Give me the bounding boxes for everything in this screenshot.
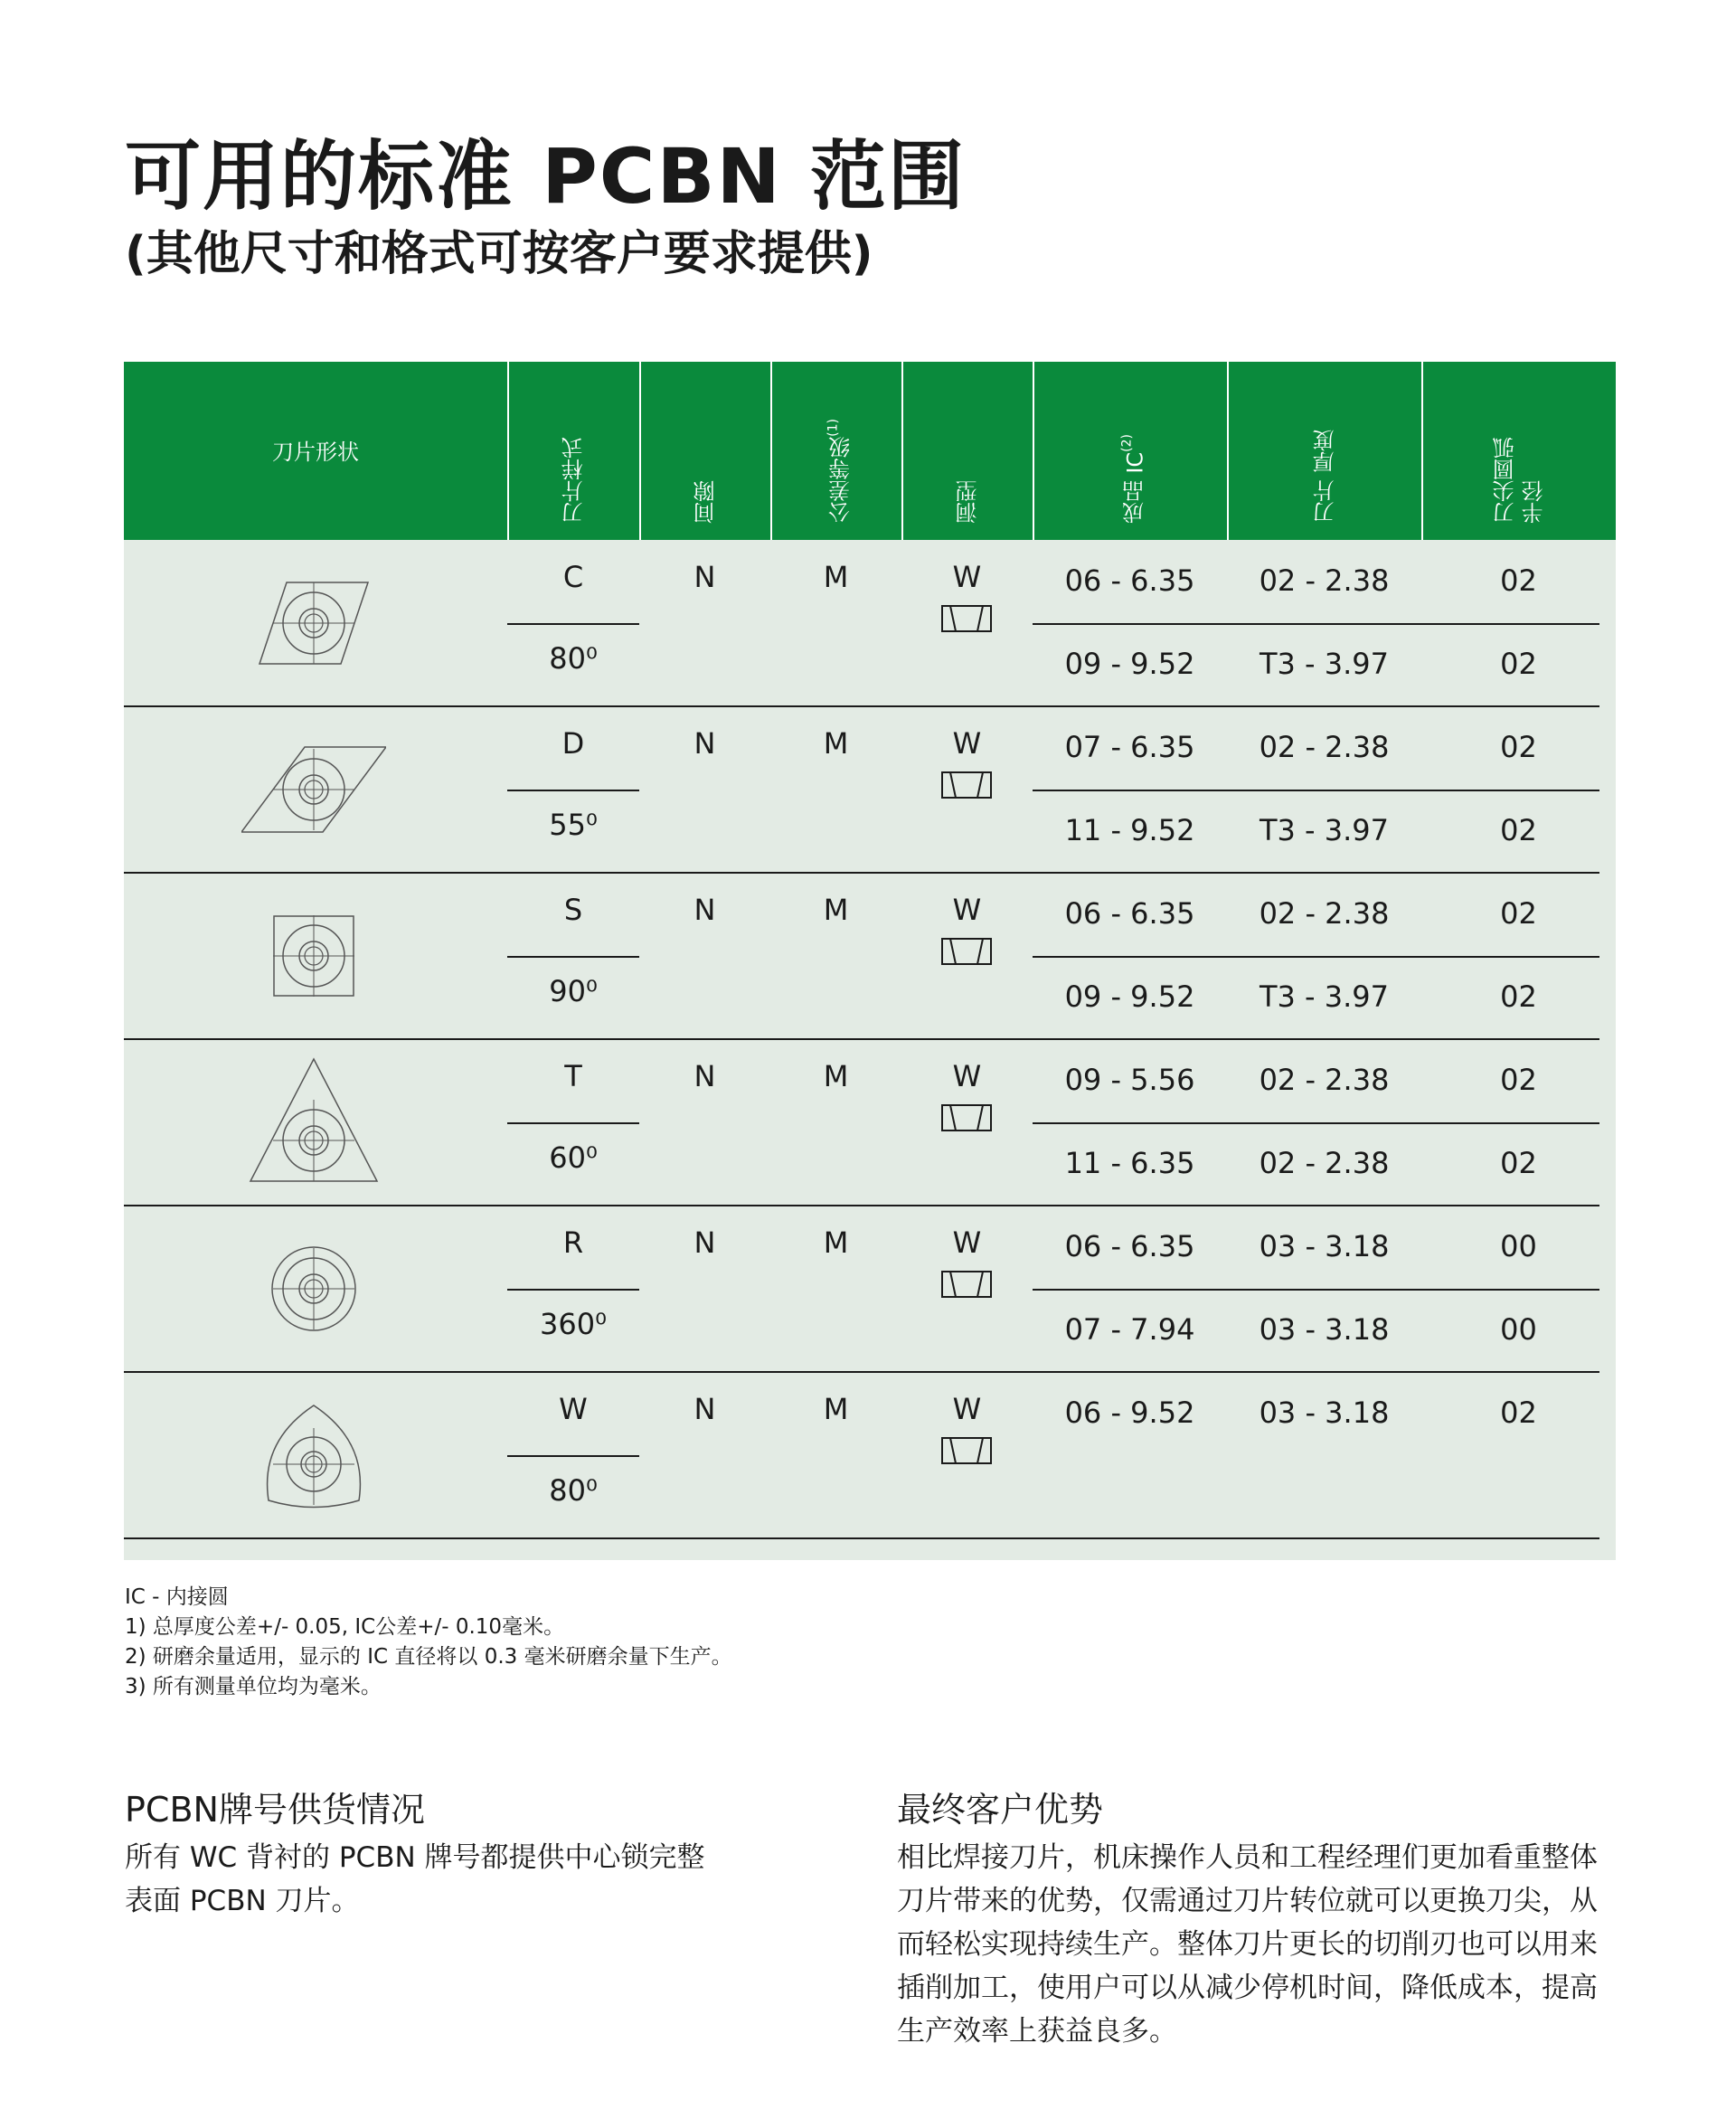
style-divider — [507, 790, 639, 791]
insert-style-letter: T — [564, 1059, 582, 1093]
note-1: 1) 总厚度公差+/- 0.05, IC公差+/- 0.10毫米。 — [125, 1615, 565, 1639]
thickness-value-1: 02 - 2.38 — [1259, 563, 1390, 598]
table-row — [124, 873, 1616, 1039]
clearance-value: N — [693, 1225, 716, 1260]
thickness-value-1: 02 - 2.38 — [1259, 730, 1390, 764]
hole-type-value: W — [952, 560, 982, 594]
pcbn-range-table — [124, 362, 1616, 1560]
ic-value-2: 09 - 9.52 — [1064, 979, 1195, 1014]
insert-angle: 80⁰ — [549, 641, 598, 676]
radius-value-2: 00 — [1500, 1312, 1537, 1347]
note-ic: IC - 内接圆 — [125, 1585, 229, 1609]
hole-type-icon — [941, 1271, 992, 1298]
55-degree-diamond-insert-icon — [241, 722, 386, 857]
hole-type-value: W — [952, 1059, 982, 1093]
header-style: 刀片样式 — [507, 362, 639, 540]
clearance-value: N — [693, 560, 716, 594]
round-insert-icon — [241, 1221, 386, 1357]
insert-angle: 60⁰ — [549, 1140, 598, 1175]
radius-value-1: 02 — [1500, 1063, 1537, 1097]
clearance-value: N — [693, 726, 716, 761]
ic-value-1: 06 - 6.35 — [1064, 896, 1195, 931]
hole-type-icon — [941, 938, 992, 965]
table-header — [124, 362, 1616, 540]
ic-value-1: 07 - 6.35 — [1064, 730, 1195, 764]
page-subtitle: (其他尺寸和格式可按客户要求提供) — [125, 227, 873, 281]
insert-style-letter: W — [559, 1392, 588, 1426]
radius-value-1: 02 — [1500, 1395, 1537, 1430]
ic-value-2: 09 - 9.52 — [1064, 647, 1195, 681]
clearance-value: N — [693, 893, 716, 927]
table-row — [124, 540, 1616, 706]
insert-style-letter: C — [562, 560, 584, 594]
thickness-value-2: T3 - 3.97 — [1259, 979, 1390, 1014]
hole-type-icon — [941, 1437, 992, 1464]
header-ic: 成品 IC$^{(2)}$ — [1033, 362, 1227, 540]
clearance-value: N — [693, 1392, 716, 1426]
80-degree-diamond-insert-icon — [241, 555, 386, 691]
tolerance-value: M — [823, 1225, 849, 1260]
section-right-body: 相比焊接刀片，机床操作人员和工程经理们更加看重整体 刀片带来的优势，仅需通过刀片转位就可以更换刀尖，从 而轻松实现持续生产。整体刀片更长的切削刃也可以用来 插削加工，使用户可以从减少停机时间，降低成本，提高 生产效率上获益良多。 — [897, 1841, 1598, 2048]
thickness-value-2: T3 - 3.97 — [1259, 813, 1390, 847]
ic-value-2: 07 - 7.94 — [1064, 1312, 1195, 1347]
section-right-title: 最终客户优势 — [897, 1790, 1104, 1830]
hole-type-icon — [941, 605, 992, 632]
radius-value-2: 02 — [1500, 979, 1537, 1014]
square-insert-icon — [241, 888, 386, 1024]
header-shape: 刀片形状 — [272, 440, 359, 465]
hole-type-icon — [941, 1104, 992, 1131]
style-divider — [507, 956, 639, 958]
ic-value-1: 06 - 9.52 — [1064, 1395, 1195, 1430]
ic-value-1: 06 - 6.35 — [1064, 563, 1195, 598]
hole-type-value: W — [952, 726, 982, 761]
style-divider — [507, 1455, 639, 1457]
radius-value-1: 02 — [1500, 896, 1537, 931]
row-divider — [124, 1537, 1599, 1539]
hole-type-value: W — [952, 893, 982, 927]
triangle-insert-icon — [241, 1055, 386, 1190]
radius-value-2: 02 — [1500, 1146, 1537, 1180]
insert-angle: 80⁰ — [549, 1473, 598, 1508]
thickness-value-2: 02 - 2.38 — [1259, 1146, 1390, 1180]
page-title: 可用的标准 PCBN 范围 — [125, 132, 967, 221]
tolerance-value: M — [823, 726, 849, 761]
thickness-value-2: 03 - 3.18 — [1259, 1312, 1390, 1347]
header-clearance: 间隙 — [639, 362, 770, 540]
ic-value-2: 11 - 9.52 — [1064, 813, 1195, 847]
size-divider — [1033, 790, 1599, 791]
note-2: 2) 研磨余量适用，显示的 IC 直径将以 0.3 毫米研磨余量下生产。 — [125, 1645, 732, 1669]
hole-type-value: W — [952, 1225, 982, 1260]
hole-type-icon — [941, 771, 992, 799]
header-radius: 刀尖圆弧 半径 — [1421, 362, 1616, 540]
table-row — [124, 1039, 1616, 1206]
section-left-title: PCBN牌号供货情况 — [125, 1790, 425, 1830]
size-divider — [1033, 623, 1599, 625]
radius-value-2: 02 — [1500, 647, 1537, 681]
size-divider — [1033, 956, 1599, 958]
insert-style-letter: D — [561, 726, 585, 761]
tolerance-value: M — [823, 560, 849, 594]
ic-value-1: 06 - 6.35 — [1064, 1229, 1195, 1263]
insert-style-letter: S — [563, 893, 583, 927]
ic-value-2: 11 - 6.35 — [1064, 1146, 1195, 1180]
thickness-value-1: 02 - 2.38 — [1259, 1063, 1390, 1097]
tolerance-value: M — [823, 893, 849, 927]
footnotes — [125, 1583, 732, 1702]
insert-style-letter: R — [562, 1225, 584, 1260]
thickness-value-1: 02 - 2.38 — [1259, 896, 1390, 931]
clearance-value: N — [693, 1059, 716, 1093]
size-divider — [1033, 1122, 1599, 1124]
trigon-insert-icon — [241, 1387, 386, 1523]
style-divider — [507, 1289, 639, 1291]
table-row — [124, 706, 1616, 873]
section-left-body: 所有 WC 背衬的 PCBN 牌号都提供中心锁完整 表面 PCBN 刀片。 — [125, 1841, 705, 1917]
thickness-value-2: T3 - 3.97 — [1259, 647, 1390, 681]
note-3: 3) 所有测量单位均为毫米。 — [125, 1675, 382, 1698]
radius-value-1: 02 — [1500, 563, 1537, 598]
ic-value-1: 09 - 5.56 — [1064, 1063, 1195, 1097]
table-row — [124, 1372, 1616, 1538]
tolerance-value: M — [823, 1059, 849, 1093]
tolerance-value: M — [823, 1392, 849, 1426]
insert-angle: 55⁰ — [549, 808, 598, 842]
insert-angle: 360⁰ — [540, 1307, 607, 1341]
style-divider — [507, 1122, 639, 1124]
style-divider — [507, 623, 639, 625]
radius-value-2: 02 — [1500, 813, 1537, 847]
header-tolerance: 公差等级$^{(1)}$ — [770, 362, 901, 540]
header-thickness: 刀片 厚度 — [1227, 362, 1421, 540]
radius-value-1: 02 — [1500, 730, 1537, 764]
thickness-value-1: 03 - 3.18 — [1259, 1395, 1390, 1430]
insert-angle: 90⁰ — [549, 974, 598, 1008]
thickness-value-1: 03 - 3.18 — [1259, 1229, 1390, 1263]
radius-value-1: 00 — [1500, 1229, 1537, 1263]
hole-type-value: W — [952, 1392, 982, 1426]
header-hole: 洞型 — [901, 362, 1033, 540]
table-row — [124, 1206, 1616, 1372]
size-divider — [1033, 1289, 1599, 1291]
